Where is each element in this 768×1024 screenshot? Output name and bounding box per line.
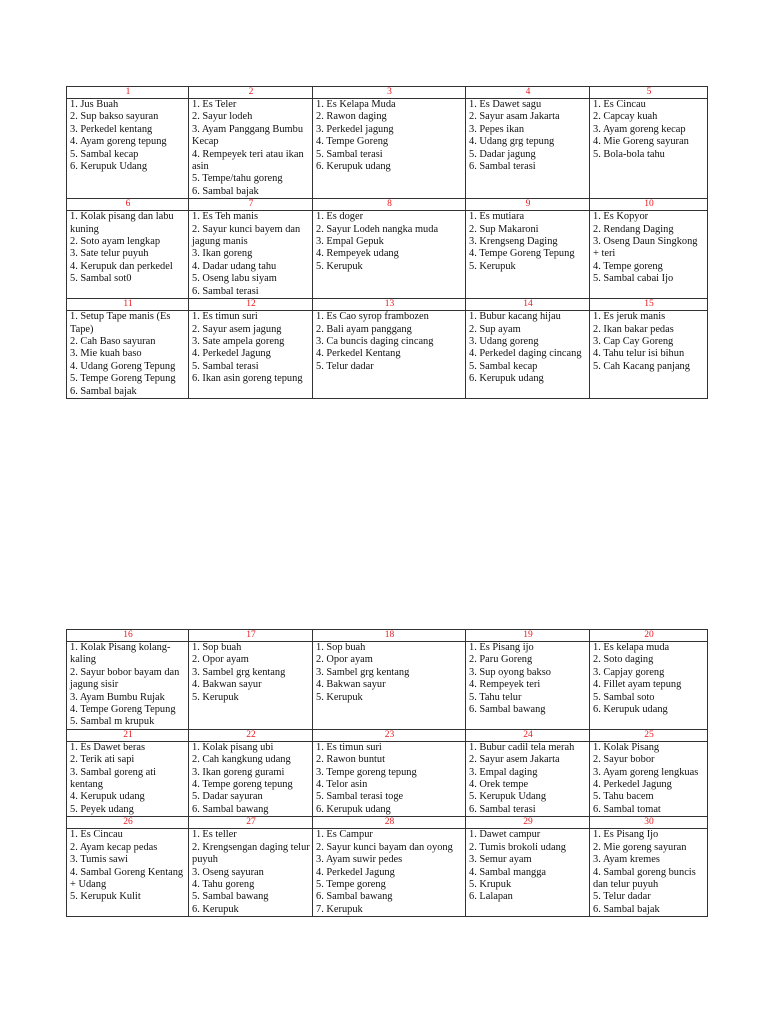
day-number: 2 bbox=[189, 87, 313, 99]
day-number: 8 bbox=[313, 199, 466, 211]
menu-item: 5. Kerupuk bbox=[316, 691, 363, 703]
day-menu-cell bbox=[313, 829, 466, 917]
menu-item: 1. Es Cao syrop frambozen bbox=[316, 311, 429, 323]
menu-item: 2. Sayur lodeh bbox=[192, 111, 253, 123]
menu-item: 3. Ayam goreng kecap bbox=[593, 123, 686, 135]
menu-item: 1. Es jeruk manis bbox=[593, 311, 666, 323]
day-menu-cell bbox=[67, 642, 189, 730]
menu-item: 3. Ikan goreng gurami bbox=[192, 766, 285, 778]
menu-item: 2. Paru Goreng bbox=[469, 654, 533, 666]
day-number: 11 bbox=[67, 299, 189, 311]
menu-item: 4. Perkedel Jagung bbox=[593, 779, 672, 791]
menu-item: 1. Es Pisang Ijo bbox=[593, 829, 659, 841]
day-number: 3 bbox=[313, 87, 466, 99]
menu-item: 4. Tahu goreng bbox=[192, 878, 255, 890]
day-number: 24 bbox=[466, 729, 590, 741]
menu-item: 2. Sayur bobor bayam dan jagung sisir bbox=[70, 666, 180, 691]
day-number: 7 bbox=[189, 199, 313, 211]
menu-item: 2. Rawon buntut bbox=[316, 754, 385, 766]
day-number: 26 bbox=[67, 817, 189, 829]
menu-item: 1. Es doger bbox=[316, 211, 364, 223]
menu-item: 5. Peyek udang bbox=[70, 803, 134, 815]
menu-item: 1. Kolak pisang ubi bbox=[192, 741, 274, 753]
day-menu-cell bbox=[189, 99, 313, 199]
menu-item: 4. Perkedel daging cincang bbox=[469, 348, 582, 360]
menu-item: 6. Kerupuk udang bbox=[316, 161, 391, 173]
menu-item: 5. Sambal terasi bbox=[192, 360, 259, 372]
menu-item: 4. Tempe Goreng bbox=[316, 136, 389, 148]
menu-item: 5. Tempe goreng bbox=[316, 878, 386, 890]
menu-item: 3. Oseng sayuran bbox=[192, 866, 264, 878]
menu-item: 1. Es Campur bbox=[316, 829, 373, 841]
menu-item: 4. Tempe goreng tepung bbox=[192, 779, 293, 791]
day-number-row bbox=[67, 630, 708, 642]
menu-item: 5. Sambal cabai Ijo bbox=[593, 273, 674, 285]
day-menu-cell bbox=[189, 311, 313, 399]
menu-item: 3. Ca buncis daging cincang bbox=[316, 335, 434, 347]
menu-item: 2. Soto ayam lengkap bbox=[70, 236, 161, 248]
day-number: 14 bbox=[466, 299, 590, 311]
menu-item: 3. Sambel grg kentang bbox=[192, 666, 286, 678]
menu-item: 4. Sambal goreng buncis dan telur puyuh bbox=[593, 866, 696, 890]
menu-item: 3. Tumis sawi bbox=[70, 854, 129, 866]
menu-item: 2. Sayur asem Jakarta bbox=[469, 754, 560, 766]
menu-item: 6. Kerupuk udang bbox=[469, 373, 544, 385]
menu-table-days-16-30 bbox=[66, 629, 708, 917]
menu-item: 1. Kolak pisang dan labu kuning bbox=[70, 211, 174, 235]
menu-item: 2. Sayur asam Jakarta bbox=[469, 111, 560, 123]
menu-item: 1. Dawet campur bbox=[469, 829, 541, 841]
day-number-row bbox=[67, 87, 708, 99]
menu-item: 6. Sambal terasi bbox=[469, 161, 536, 173]
day-number: 12 bbox=[189, 299, 313, 311]
menu-item: 2. Opor ayam bbox=[316, 654, 373, 666]
day-menu-cell bbox=[313, 741, 466, 816]
menu-item: 4. Kerupuk udang bbox=[70, 791, 145, 803]
menu-item: 5. Kerupuk bbox=[192, 691, 239, 703]
day-number: 5 bbox=[590, 87, 708, 99]
menu-item: 4. Tempe Goreng Tepung bbox=[70, 704, 176, 716]
day-menu-cell bbox=[67, 99, 189, 199]
menu-item: 1. Es Kopyor bbox=[593, 211, 649, 223]
menu-item: 5. Kerupuk Kulit bbox=[70, 891, 141, 903]
menu-item: 5. Tahu telur bbox=[469, 691, 522, 703]
day-menu-cell bbox=[590, 741, 708, 816]
menu-item: 3. Ayam Bumbu Rujak bbox=[70, 691, 165, 703]
menu-item: 1. Kolak Pisang bbox=[593, 741, 660, 753]
menu-item: 3. Perkedel kentang bbox=[70, 123, 153, 135]
day-menu-cell bbox=[67, 741, 189, 816]
menu-item: 4. Tempe goreng bbox=[593, 260, 663, 272]
menu-item: 3. Mie kuah baso bbox=[70, 348, 142, 360]
day-menu-cell bbox=[189, 642, 313, 730]
menu-item: 1. Es Teler bbox=[192, 99, 237, 110]
menu-item: 5. Sambal bawang bbox=[192, 891, 269, 903]
menu-item: 4. Bakwan sayur bbox=[316, 679, 386, 691]
day-number: 25 bbox=[590, 729, 708, 741]
menu-item: 3. Ikan goreng bbox=[192, 248, 253, 260]
menu-item: 2. Mie goreng sayuran bbox=[593, 841, 687, 853]
menu-item: 2. Sup bakso sayuran bbox=[70, 111, 159, 123]
menu-item: 2. Opor ayam bbox=[192, 654, 249, 666]
menu-table-days-1-15 bbox=[66, 86, 708, 399]
menu-item: 3. Perkedel jagung bbox=[316, 123, 394, 135]
menu-items-row bbox=[67, 829, 708, 917]
day-number-row bbox=[67, 299, 708, 311]
menu-item: 6. Kerupuk udang bbox=[316, 803, 391, 815]
menu-item: 1. Es Dawet sagu bbox=[469, 99, 542, 110]
menu-item: 4. Fillet ayam tepung bbox=[593, 679, 682, 691]
menu-item: 6. Sambal terasi bbox=[469, 803, 536, 815]
menu-item: 3. Oseng Daun Singkong + teri bbox=[593, 236, 698, 260]
menu-item: 1. Bubur kacang hijau bbox=[469, 311, 561, 323]
menu-item: 5. Krupuk bbox=[469, 878, 512, 890]
menu-item: 5. Sambal soto bbox=[593, 691, 655, 703]
menu-item: 5. Telur dadar bbox=[593, 891, 651, 903]
menu-item: 2. Krengsengan daging telur puyuh bbox=[192, 841, 310, 866]
menu-items-row bbox=[67, 211, 708, 299]
menu-item: 6. Kerupuk bbox=[192, 903, 239, 915]
menu-item: 2. Sayur Lodeh nangka muda bbox=[316, 223, 439, 235]
menu-item: 6. Ikan asin goreng tepung bbox=[192, 373, 303, 385]
menu-item: 6. Sambal bajak bbox=[192, 185, 259, 197]
day-number: 27 bbox=[189, 817, 313, 829]
menu-item: 2. Sup ayam bbox=[469, 323, 521, 335]
menu-item: 5. Dadar jagung bbox=[469, 148, 536, 160]
menu-item: 1. Bubur cadil tela merah bbox=[469, 741, 575, 753]
menu-item: 5. Tahu bacem bbox=[593, 791, 654, 803]
menu-item: 1. Es Dawet beras bbox=[70, 741, 146, 753]
menu-item: 6. Sambal terasi bbox=[192, 285, 259, 297]
menu-item: 3. Empal daging bbox=[469, 766, 538, 778]
day-number: 22 bbox=[189, 729, 313, 741]
day-menu-cell bbox=[313, 211, 466, 299]
menu-item: 4. Bakwan sayur bbox=[192, 679, 262, 691]
menu-item: 2. Sayur asem jagung bbox=[192, 323, 282, 335]
day-number: 1 bbox=[67, 87, 189, 99]
menu-item: 7. Kerupuk bbox=[316, 903, 363, 915]
menu-item: 1. Es timun suri bbox=[192, 311, 258, 323]
menu-item: 4. Dadar udang tahu bbox=[192, 260, 277, 272]
menu-item: 6. Sambal bawang bbox=[316, 891, 393, 903]
menu-item: 1. Es Pisang ijo bbox=[469, 642, 534, 653]
menu-item: 1. Es Cincau bbox=[593, 99, 646, 110]
day-menu-cell bbox=[590, 311, 708, 399]
menu-item: 3. Empal Gepuk bbox=[316, 236, 384, 248]
menu-item: 6. Sambal bawang bbox=[192, 803, 269, 815]
menu-item: 5. Cah Kacang panjang bbox=[593, 360, 690, 372]
menu-item: 2. Soto daging bbox=[593, 654, 654, 666]
menu-item: 5. Oseng labu siyam bbox=[192, 273, 277, 285]
menu-item: 2. Tumis brokoli udang bbox=[469, 841, 566, 853]
menu-item: 3. Udang goreng bbox=[469, 335, 539, 347]
menu-item: 6. Kerupuk Udang bbox=[70, 161, 148, 173]
day-number: 18 bbox=[313, 630, 466, 642]
menu-item: 3. Ayam suwir pedes bbox=[316, 854, 403, 866]
day-number: 29 bbox=[466, 817, 590, 829]
menu-item: 3. Sambal goreng ati kentang bbox=[70, 766, 156, 791]
menu-item: 4. Udang grg tepung bbox=[469, 136, 555, 148]
menu-items-row bbox=[67, 642, 708, 730]
menu-item: 1. Setup Tape manis (Es Tape) bbox=[70, 311, 171, 335]
menu-item: 1. Es timun suri bbox=[316, 741, 382, 753]
menu-item: 2. Sup Makaroni bbox=[469, 223, 539, 235]
menu-item: 6. Sambal bawang bbox=[469, 704, 546, 716]
menu-item: 2. Rendang Daging bbox=[593, 223, 674, 235]
day-menu-cell bbox=[313, 311, 466, 399]
day-menu-cell bbox=[466, 642, 590, 730]
day-number: 16 bbox=[67, 630, 189, 642]
menu-item: 1. Es teller bbox=[192, 829, 237, 841]
menu-item: 4. Perkedel Jagung bbox=[192, 348, 271, 360]
menu-item: 3. Pepes ikan bbox=[469, 123, 525, 135]
day-number: 15 bbox=[590, 299, 708, 311]
menu-item: 5. Kerupuk bbox=[469, 260, 516, 272]
menu-item: 3. Ayam Panggang Bumbu Kecap bbox=[192, 123, 304, 148]
day-number-row bbox=[67, 729, 708, 741]
menu-item: 2. Terik ati sapi bbox=[70, 754, 135, 766]
menu-item: 4. Orek tempe bbox=[469, 779, 529, 791]
menu-item: 4. Rempeyek teri bbox=[469, 679, 541, 691]
day-menu-cell bbox=[466, 829, 590, 917]
day-number: 4 bbox=[466, 87, 590, 99]
menu-item: 5. Tempe Goreng Tepung bbox=[70, 373, 176, 385]
menu-item: 2. Rawon daging bbox=[316, 111, 387, 123]
menu-item: 3. Cap Cay Goreng bbox=[593, 335, 674, 347]
menu-item: 3. Tempe goreng tepung bbox=[316, 766, 417, 778]
menu-item: 2. Capcay kuah bbox=[593, 111, 658, 123]
menu-item: 3. Ayam goreng lengkuas bbox=[593, 766, 699, 778]
menu-item: 2. Ikan bakar pedas bbox=[593, 323, 674, 335]
day-menu-cell bbox=[466, 99, 590, 199]
menu-item: 1. Jus Buah bbox=[70, 99, 119, 110]
menu-item: 5. Tempe/tahu goreng bbox=[192, 173, 283, 185]
day-number-row bbox=[67, 817, 708, 829]
menu-item: 3. Sup oyong bakso bbox=[469, 666, 551, 678]
day-menu-cell bbox=[189, 741, 313, 816]
menu-item: 3. Sambel grg kentang bbox=[316, 666, 410, 678]
day-number: 6 bbox=[67, 199, 189, 211]
menu-item: 4. Tahu telur isi bihun bbox=[593, 348, 685, 360]
menu-item: 6. Sambal bajak bbox=[70, 385, 137, 397]
menu-item: 2. Cah kangkung udang bbox=[192, 754, 291, 766]
menu-item: 3. Sate telur puyuh bbox=[70, 248, 149, 260]
menu-item: 4. Sambal mangga bbox=[469, 866, 547, 878]
menu-item: 4. Rempeyek udang bbox=[316, 248, 399, 260]
day-number-row bbox=[67, 199, 708, 211]
menu-item: 1. Kolak Pisang kolang-kaling bbox=[70, 642, 171, 666]
day-number: 20 bbox=[590, 630, 708, 642]
menu-item: 4. Rempeyek teri atau ikan asin bbox=[192, 148, 304, 173]
day-menu-cell bbox=[313, 99, 466, 199]
menu-item: 1. Es kelapa muda bbox=[593, 642, 670, 653]
menu-item: 5. Sambal kecap bbox=[469, 360, 538, 372]
day-number: 10 bbox=[590, 199, 708, 211]
menu-item: 1. Sop buah bbox=[316, 642, 366, 653]
menu-item: 2. Sayur bobor bbox=[593, 754, 655, 766]
day-number: 21 bbox=[67, 729, 189, 741]
menu-item: 5. Sambal terasi bbox=[316, 148, 383, 160]
menu-item: 2. Cah Baso sayuran bbox=[70, 335, 156, 347]
menu-item: 5. Kerupuk bbox=[316, 260, 363, 272]
menu-items-row bbox=[67, 311, 708, 399]
menu-item: 4. Perkedel Kentang bbox=[316, 348, 401, 360]
day-menu-cell bbox=[67, 311, 189, 399]
menu-item: 5. Bola-bola tahu bbox=[593, 148, 665, 160]
day-menu-cell bbox=[313, 642, 466, 730]
menu-item: 5. Sambal kecap bbox=[70, 148, 139, 160]
menu-item: 1. Es Teh manis bbox=[192, 211, 259, 223]
menu-item: 4. Kerupuk dan perkedel bbox=[70, 260, 173, 272]
day-menu-cell bbox=[466, 211, 590, 299]
menu-item: 6. Sambal tomat bbox=[593, 803, 661, 815]
day-number: 13 bbox=[313, 299, 466, 311]
menu-item: 2. Sayur kunci bayem dan jagung manis bbox=[192, 223, 301, 248]
menu-item: 4. Perkedel Jagung bbox=[316, 866, 395, 878]
menu-item: 4. Udang Goreng Tepung bbox=[70, 360, 176, 372]
menu-item: 3. Ayam kremes bbox=[593, 854, 660, 866]
menu-item: 6. Lalapan bbox=[469, 891, 513, 903]
menu-item: 5. Telur dadar bbox=[316, 360, 374, 372]
menu-item: 4. Mie Goreng sayuran bbox=[593, 136, 689, 148]
day-menu-cell bbox=[590, 642, 708, 730]
menu-item: 3. Krengseng Daging bbox=[469, 236, 558, 248]
menu-item: 2. Ayam kecap pedas bbox=[70, 841, 158, 853]
day-number: 17 bbox=[189, 630, 313, 642]
day-menu-cell bbox=[466, 311, 590, 399]
menu-item: 3. Semur ayam bbox=[469, 854, 532, 866]
day-number: 19 bbox=[466, 630, 590, 642]
day-number: 28 bbox=[313, 817, 466, 829]
menu-item: 5. Dadar sayuran bbox=[192, 791, 263, 803]
menu-item: 1. Es Cincau bbox=[70, 829, 123, 841]
menu-item: 4. Ayam goreng tepung bbox=[70, 136, 167, 148]
day-menu-cell bbox=[590, 99, 708, 199]
menu-item: 5. Sambal sot0 bbox=[70, 273, 132, 285]
menu-item: 1. Sop buah bbox=[192, 642, 242, 653]
menu-item: 3. Sate ampela goreng bbox=[192, 335, 285, 347]
menu-item: 5. Sambal m krupuk bbox=[70, 716, 155, 728]
day-menu-cell bbox=[189, 211, 313, 299]
menu-item: 4. Telor asin bbox=[316, 779, 368, 791]
day-number: 9 bbox=[466, 199, 590, 211]
menu-item: 1. Es Kelapa Muda bbox=[316, 99, 396, 110]
menu-item: 5. Kerupuk Udang bbox=[469, 791, 547, 803]
menu-item: 4. Sambal Goreng Kentang + Udang bbox=[70, 866, 184, 890]
day-menu-cell bbox=[466, 741, 590, 816]
day-menu-cell bbox=[67, 829, 189, 917]
day-menu-cell bbox=[590, 211, 708, 299]
menu-item: 6. Kerupuk udang bbox=[593, 704, 668, 716]
day-number: 30 bbox=[590, 817, 708, 829]
menu-item: 5. Sambal terasi toge bbox=[316, 791, 404, 803]
menu-item: 6. Sambal bajak bbox=[593, 903, 660, 915]
menu-item: 1. Es mutiara bbox=[469, 211, 525, 223]
day-menu-cell bbox=[590, 829, 708, 917]
day-number: 23 bbox=[313, 729, 466, 741]
menu-item: 2. Sayur kunci bayam dan oyong bbox=[316, 841, 453, 853]
menu-item: 2. Bali ayam panggang bbox=[316, 323, 412, 335]
day-menu-cell bbox=[189, 829, 313, 917]
menu-item: 4. Tempe Goreng Tepung bbox=[469, 248, 575, 260]
menu-item: 3. Capjay goreng bbox=[593, 666, 665, 678]
menu-items-row bbox=[67, 99, 708, 199]
menu-items-row bbox=[67, 741, 708, 816]
day-menu-cell bbox=[67, 211, 189, 299]
